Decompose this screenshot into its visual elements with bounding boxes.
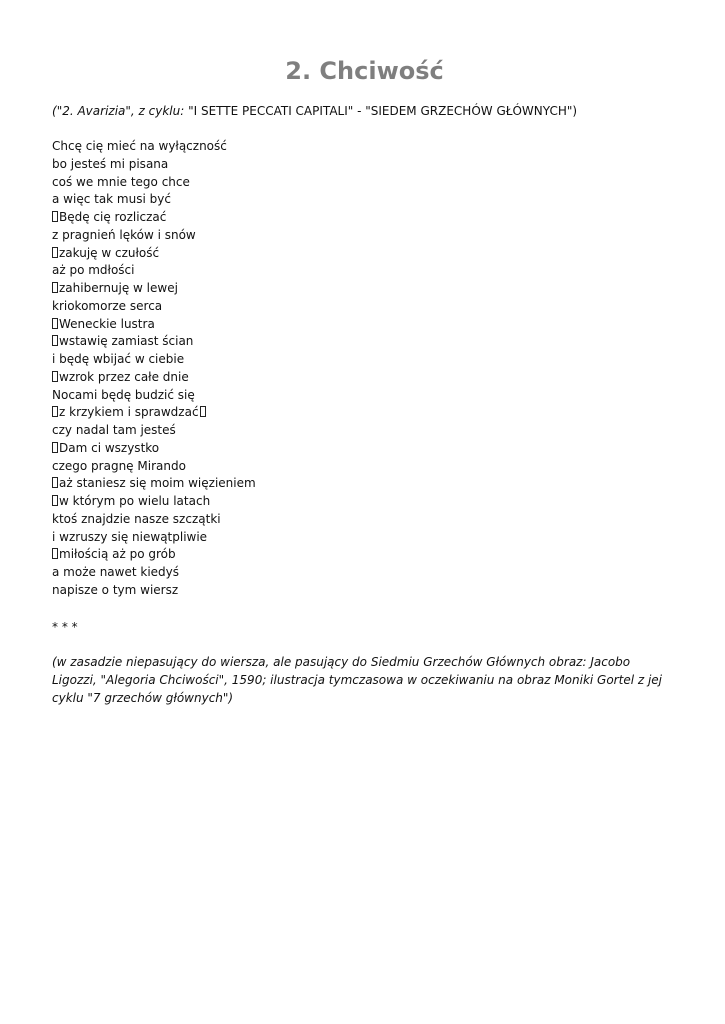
poem-line — [52, 280, 677, 298]
poem-line — [52, 440, 677, 458]
poem-line-text: aż po mdłości — [52, 263, 135, 278]
poem-line — [52, 262, 677, 280]
poem-line — [52, 191, 677, 209]
poem-line-text: i wzruszy się niewątpliwie — [52, 529, 208, 544]
poem-line — [52, 369, 677, 387]
poem-line — [52, 422, 677, 440]
subtitle-italic: "2. Avarizia", z cyklu: — [56, 104, 185, 118]
poem-line-text: wzrok przez całe dnie — [59, 369, 189, 384]
poem-line — [52, 316, 677, 334]
poem-line-text: a może nawet kiedyś — [52, 565, 180, 579]
poem-line — [52, 156, 677, 174]
poem-line-text: zakuję w czułość — [59, 245, 160, 260]
poem — [52, 138, 677, 600]
poem-line-text: zahibernuję w lewej — [59, 281, 178, 295]
missing-glyph-icon — [52, 282, 58, 293]
poem-line-text: miłością aż po grób — [59, 547, 176, 562]
poem-line — [52, 493, 677, 511]
poem-line-text: czy nadal tam jesteś — [52, 423, 176, 437]
missing-glyph-icon — [52, 442, 58, 453]
poem-line — [52, 138, 677, 156]
separator: * * * — [52, 620, 78, 634]
poem-line — [52, 227, 677, 245]
poem-line-text: wstawię zamiast ścian — [59, 334, 194, 349]
poem-line-text: a więc tak musi być — [52, 192, 171, 207]
subtitle-open: ( — [52, 104, 57, 118]
poem-line-text: napisze o tym wiersz — [52, 582, 179, 597]
poem-line — [52, 458, 677, 476]
poem-line — [52, 475, 677, 493]
poem-line — [52, 511, 677, 529]
missing-glyph-icon — [52, 371, 58, 382]
poem-line — [52, 404, 677, 422]
poem-line-text: z krzykiem i sprawdzać — [59, 405, 199, 420]
subtitle-plain: "I SETTE PECCATI CAPITALI" - "SIEDEM GRZECHÓW GŁÓWNYCH") — [184, 104, 578, 118]
poem-line — [52, 333, 677, 351]
poem-line — [52, 245, 677, 263]
poem-line-text: z pragnień lęków i snów — [52, 227, 196, 242]
poem-line-text: ktoś znajdzie nasze szczątki — [52, 511, 221, 526]
missing-glyph-icon — [52, 548, 58, 559]
missing-glyph-icon — [52, 495, 58, 506]
poem-line-text: coś we mnie tego chce — [52, 174, 190, 189]
poem-line — [52, 209, 677, 227]
poem-line — [52, 351, 677, 369]
missing-glyph-icon — [200, 406, 206, 417]
poem-line — [52, 546, 677, 564]
missing-glyph-icon — [52, 318, 58, 329]
poem-line-text: Weneckie lustra — [59, 316, 155, 331]
missing-glyph-icon — [52, 477, 58, 488]
poem-line — [52, 174, 677, 192]
page-title: 2. Chciwość — [285, 57, 444, 85]
subtitle — [52, 102, 677, 120]
missing-glyph-icon — [52, 211, 58, 222]
poem-line-text: w którym po wielu latach — [59, 494, 211, 508]
poem-line-text: Chcę cię mieć na wyłączność — [52, 139, 227, 153]
poem-line-text: Będę cię rozliczać — [59, 210, 167, 224]
missing-glyph-icon — [52, 335, 58, 346]
poem-line-text: Nocami będę budzić się — [52, 387, 195, 402]
poem-line — [52, 529, 677, 547]
poem-line-text: i będę wbijać w ciebie — [52, 352, 185, 366]
poem-line — [52, 298, 677, 316]
poem-line-text: kriokomorze serca — [52, 298, 163, 313]
poem-line — [52, 564, 677, 582]
poem-line — [52, 582, 677, 600]
poem-line-text: bo jesteś mi pisana — [52, 156, 169, 171]
note: (w zasadzie niepasujący do wiersza, ale pasujący do Siedmiu Grzechów Głównych obraz: Jacobo Ligozzi, "Alegoria Chciwości", 1590; ilustracja tymczasowa w oczekiwaniu na obraz Moniki Gortel z jej cyklu "7 grzechów głównych") — [52, 655, 663, 705]
poem-line-text: aż staniesz się moim więzieniem — [59, 476, 256, 491]
poem-line-text: czego pragnę Mirando — [52, 458, 186, 473]
missing-glyph-icon — [52, 247, 58, 258]
missing-glyph-icon — [52, 406, 58, 417]
poem-line-text: Dam ci wszystko — [59, 440, 160, 455]
poem-line — [52, 387, 677, 405]
